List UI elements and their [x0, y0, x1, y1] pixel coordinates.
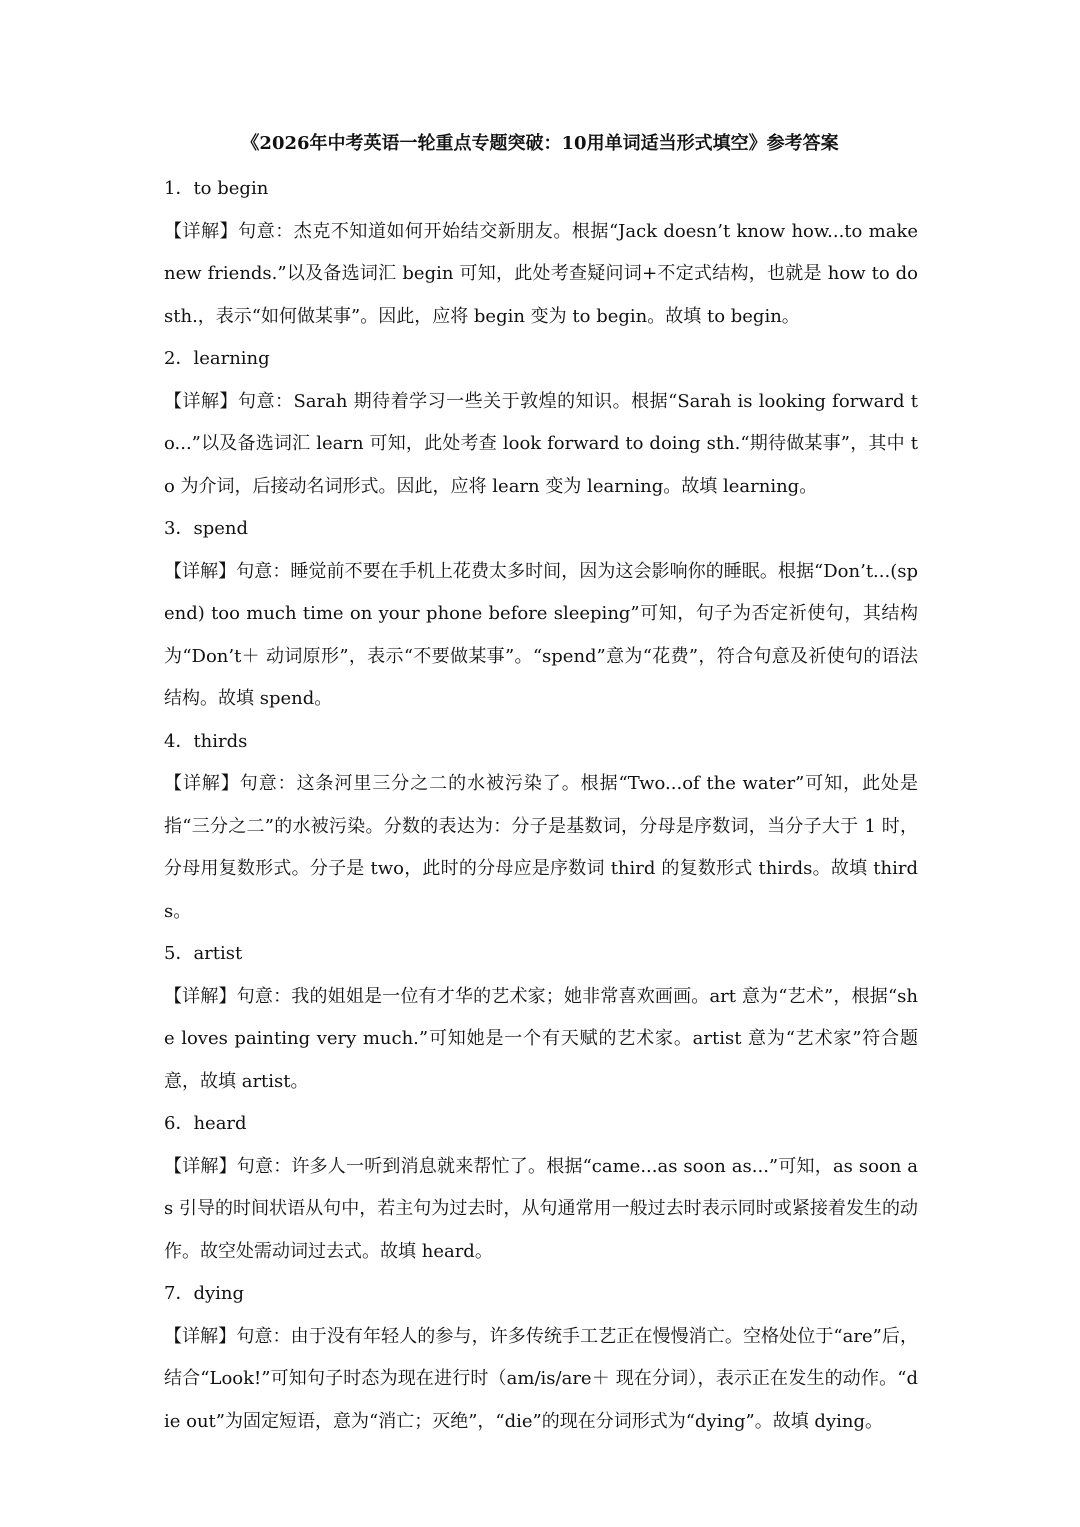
- answer-number: 5．: [164, 943, 194, 964]
- answer-explanation-4: 【详解】句意：这条河里三分之二的水被污染了。根据“Two...of the water”可知，此处是指“三分之二”的水被污染。分数的表达为：分子是基数词，分母是序数词，当分子大于 1 时，分母用复数形式。分子是 two，此时的分母应是序数词 third 的复数形式 thirds。故填 thirds。: [164, 773, 918, 922]
- answer-line-1: [164, 168, 918, 211]
- answer-number: 4．: [164, 730, 194, 752]
- answer-explanation-5: 【详解】句意：我的姐姐是一位有才华的艺术家；她非常喜欢画画。art 意为“艺术”，根据“she loves painting very much.”可知她是一个有天赋的艺术家。artist 意为“艺术家”符合题意，故填 artist。: [164, 985, 918, 1092]
- answer-text: spend: [193, 518, 248, 539]
- answer-explanation-3: 【详解】句意：睡觉前不要在手机上花费太多时间，因为这会影响你的睡眠。根据“Don’t...(spend) too much time on your phone before sleeping”可知，句子为否定祈使句，其结构为“Don’t＋ 动词原形”，表示“不要做某事”。“spend”意为“花费”，符合句意及祈使句的语法结构。故填 spend。: [164, 560, 918, 709]
- answer-list: [164, 168, 918, 1443]
- document-title: 《2026年中考英语一轮重点专题突破：10用单词适当形式填空》参考答案: [241, 133, 839, 154]
- answer-text: dying: [193, 1283, 245, 1304]
- answer-explanation-7: 【详解】句意：由于没有年轻人的参与，许多传统手工艺正在慢慢消亡。空格处位于“are”后，结合“Look!”可知句子时态为现在进行时（am/is/are＋ 现在分词），表示正在发生的动作。“die out”为固定短语，意为“消亡；灭绝”，“die”的现在分词形式为“dying”。故填 dying。: [164, 1325, 918, 1432]
- answer-number: 2．: [164, 348, 194, 369]
- answer-number: 1．: [164, 178, 194, 199]
- answer-line-7: [164, 1273, 918, 1316]
- answer-text: heard: [193, 1113, 247, 1134]
- answer-number: 3．: [164, 518, 194, 539]
- answer-line-3: [164, 508, 918, 551]
- answer-line-5: [164, 933, 918, 976]
- answer-text: thirds: [193, 730, 248, 752]
- answer-number: 6．: [164, 1113, 194, 1134]
- answer-explanation-6: 【详解】句意：许多人一听到消息就来帮忙了。根据“came...as soon as...”可知，as soon as 引导的时间状语从句中，若主句为过去时，从句通常用一般过去时表示同时或紧接着发生的动作。故空处需动词过去式。故填 heard。: [164, 1155, 918, 1262]
- answer-text: learning: [193, 348, 270, 369]
- answer-text: to begin: [193, 178, 269, 199]
- answer-number: 7．: [164, 1283, 194, 1304]
- answer-line-2: [164, 338, 918, 381]
- answer-text: artist: [193, 943, 243, 964]
- answer-explanation-2: 【详解】句意：Sarah 期待着学习一些关于敦煌的知识。根据“Sarah is looking forward to...”以及备选词汇 learn 可知，此处考查 look forward to doing sth.“期待做某事”，其中 to 为介词，后接动名词形式。因此，应将 learn 变为 learning。故填 learning。: [164, 390, 918, 497]
- answer-line-6: [164, 1103, 918, 1146]
- answer-explanation-1: 【详解】句意：杰克不知道如何开始结交新朋友。根据“Jack doesn’t know how...to make new friends.”以及备选词汇 begin 可知，此处考查疑问词+不定式结构，也就是 how to do sth.，表示“如何做某事”。因此，应将 begin 变为 to begin。故填 to begin。: [164, 220, 918, 327]
- answer-line-4: [164, 721, 918, 764]
